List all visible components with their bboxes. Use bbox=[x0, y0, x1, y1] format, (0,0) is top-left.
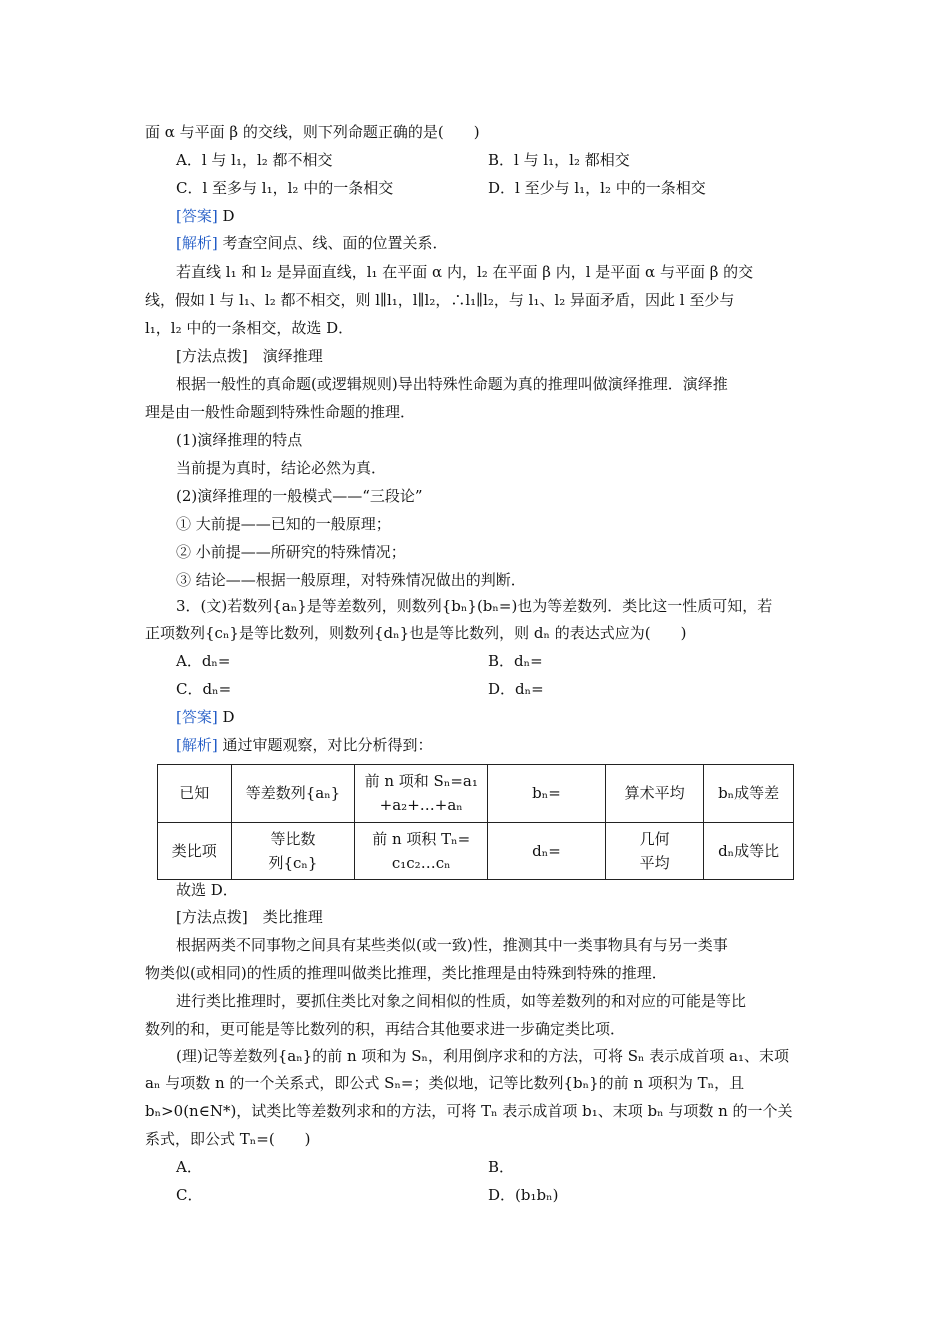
paragraph-line: 当前提为真时，结论必然为真． bbox=[176, 459, 387, 477]
paragraph-line: ② 小前提——所研究的特殊情况； bbox=[176, 543, 406, 561]
option-d: D．(b₁bₙ) bbox=[488, 1186, 559, 1204]
table-cell: 类比项 bbox=[158, 822, 232, 880]
analysis-line bbox=[176, 233, 448, 253]
paragraph-line: 线，假如 l 与 l₁、l₂ 都不相交，则 l∥l₁，l∥l₂，∴l₁∥l₂，与 l₁、l₂ 异面矛盾，因此 l 至少与 bbox=[145, 291, 735, 309]
question-stem-line: 面 α 与平面 β 的交线，则下列命题正确的是( ) bbox=[145, 123, 480, 141]
answer-value: D bbox=[222, 708, 235, 726]
table-cell: 已知 bbox=[158, 765, 232, 823]
question-3-line: 正项数列{cₙ}是等比数列，则数列{dₙ}也是等比数列，则 dₙ 的表达式应为( ) bbox=[145, 624, 687, 642]
paragraph-line: 若直线 l₁ 和 l₂ 是异面直线，l₁ 在平面 α 内，l₂ 在平面 β 内，l 是平面 α 与平面 β 的交 bbox=[176, 263, 754, 281]
option-b: B．l 与 l₁，l₂ 都相交 bbox=[488, 151, 630, 169]
question-4-line: aₙ 与项数 n 的一个关系式，即公式 Sₙ=；类似地，记等比数列{bₙ}的前 n 项积为 Tₙ，且 bbox=[145, 1074, 745, 1092]
table-cell: 算术平均 bbox=[605, 765, 703, 823]
cell-line: 几何 bbox=[639, 829, 670, 848]
paragraph-line: 物类似(或相同)的性质的推理叫做类比推理，类比推理是由特殊到特殊的推理． bbox=[145, 964, 667, 982]
option-a: A．l 与 l₁，l₂ 都不相交 bbox=[176, 151, 333, 169]
paragraph-line: l₁，l₂ 中的一条相交，故选 D． bbox=[145, 319, 354, 337]
answer-tag: [答案] bbox=[176, 708, 218, 726]
paragraph-line: (1)演绎推理的特点 bbox=[176, 431, 303, 449]
table-row bbox=[158, 822, 794, 880]
cell-line: 列{cₙ} bbox=[268, 853, 318, 872]
answer-line bbox=[176, 206, 235, 226]
option-c: C． bbox=[176, 1186, 203, 1204]
paragraph-line: ③ 结论——根据一般原理，对特殊情况做出的判断． bbox=[176, 571, 526, 589]
question-4-line: 系式，即公式 Tₙ=( ) bbox=[145, 1130, 311, 1148]
analysis-tag: [解析] bbox=[176, 234, 218, 252]
paragraph-line: ① 大前提——已知的一般原理； bbox=[176, 515, 391, 533]
cell-line: c₁c₂…cₙ bbox=[391, 853, 451, 872]
analysis-text: 考查空间点、线、面的位置关系． bbox=[222, 234, 448, 252]
cell-line: 前 n 项积 Tₙ= bbox=[372, 829, 471, 848]
option-d: D．l 至少与 l₁，l₂ 中的一条相交 bbox=[488, 179, 706, 197]
method-heading: [方法点拨] 类比推理 bbox=[176, 908, 323, 926]
cell-line: 等比数 bbox=[270, 829, 316, 848]
table-cell: dₙ= bbox=[488, 822, 606, 880]
option-c: C．dₙ= bbox=[176, 680, 232, 698]
comparison-table bbox=[157, 764, 794, 880]
option-b: B．dₙ= bbox=[488, 652, 543, 670]
option-a: A． bbox=[176, 1158, 202, 1176]
option-a: A．dₙ= bbox=[176, 652, 231, 670]
table-cell: bₙ成等差 bbox=[704, 765, 794, 823]
table-cell: 等差数列{aₙ} bbox=[231, 765, 355, 823]
method-heading: [方法点拨] 演绎推理 bbox=[176, 347, 323, 365]
question-4-line: (理)记等差数列{aₙ}的前 n 项和为 Sₙ，利用倒序求和的方法，可将 Sₙ 表示成首项 a₁、末项 bbox=[176, 1047, 789, 1065]
paragraph-line: 数列的和，更可能是等比数列的积，再结合其他要求进一步确定类比项． bbox=[145, 1020, 626, 1038]
cell-line: 平均 bbox=[639, 853, 670, 872]
answer-tag: [答案] bbox=[176, 207, 218, 225]
paragraph-line: 根据两类不同事物之间具有某些类似(或一致)性，推测其中一类事物具有与另一类事 bbox=[176, 936, 728, 954]
option-d: D．dₙ= bbox=[488, 680, 544, 698]
paragraph-line: 故选 D． bbox=[176, 881, 238, 899]
question-3-line: 3．(文)若数列{aₙ}是等差数列，则数列{bₙ}(bₙ=)也为等差数列．类比这一性质可知，若 bbox=[176, 597, 773, 615]
analysis-line bbox=[176, 735, 433, 755]
paragraph-line: 理是由一般性命题到特殊性命题的推理． bbox=[145, 403, 416, 421]
analysis-text: 通过审题观察，对比分析得到： bbox=[222, 736, 433, 754]
table-row bbox=[158, 765, 794, 823]
table-cell bbox=[231, 822, 355, 880]
paragraph-line: 根据一般性的真命题(或逻辑规则)导出特殊性命题为真的推理叫做演绎推理．演绎推 bbox=[176, 375, 728, 393]
analysis-tag: [解析] bbox=[176, 736, 218, 754]
table-cell bbox=[355, 822, 488, 880]
option-b: B． bbox=[488, 1158, 515, 1176]
question-4-line: bₙ>0(n∈N*)，试类比等差数列求和的方法，可将 Tₙ 表示成首项 b₁、末项 bₙ 与项数 n 的一个关 bbox=[145, 1102, 793, 1120]
table-cell bbox=[355, 765, 488, 823]
table-cell: bₙ= bbox=[488, 765, 606, 823]
table-cell: dₙ成等比 bbox=[704, 822, 794, 880]
answer-line bbox=[176, 707, 235, 727]
answer-value: D bbox=[222, 207, 235, 225]
option-c: C．l 至多与 l₁，l₂ 中的一条相交 bbox=[176, 179, 394, 197]
cell-line: 前 n 项和 Sₙ=a₁ bbox=[364, 772, 478, 791]
paragraph-line: (2)演绎推理的一般模式——“三段论” bbox=[176, 487, 423, 505]
paragraph-line: 进行类比推理时，要抓住类比对象之间相似的性质，如等差数列的和对应的可能是等比 bbox=[176, 992, 747, 1010]
table-cell bbox=[605, 822, 703, 880]
cell-line: +a₂+…+aₙ bbox=[379, 796, 463, 815]
